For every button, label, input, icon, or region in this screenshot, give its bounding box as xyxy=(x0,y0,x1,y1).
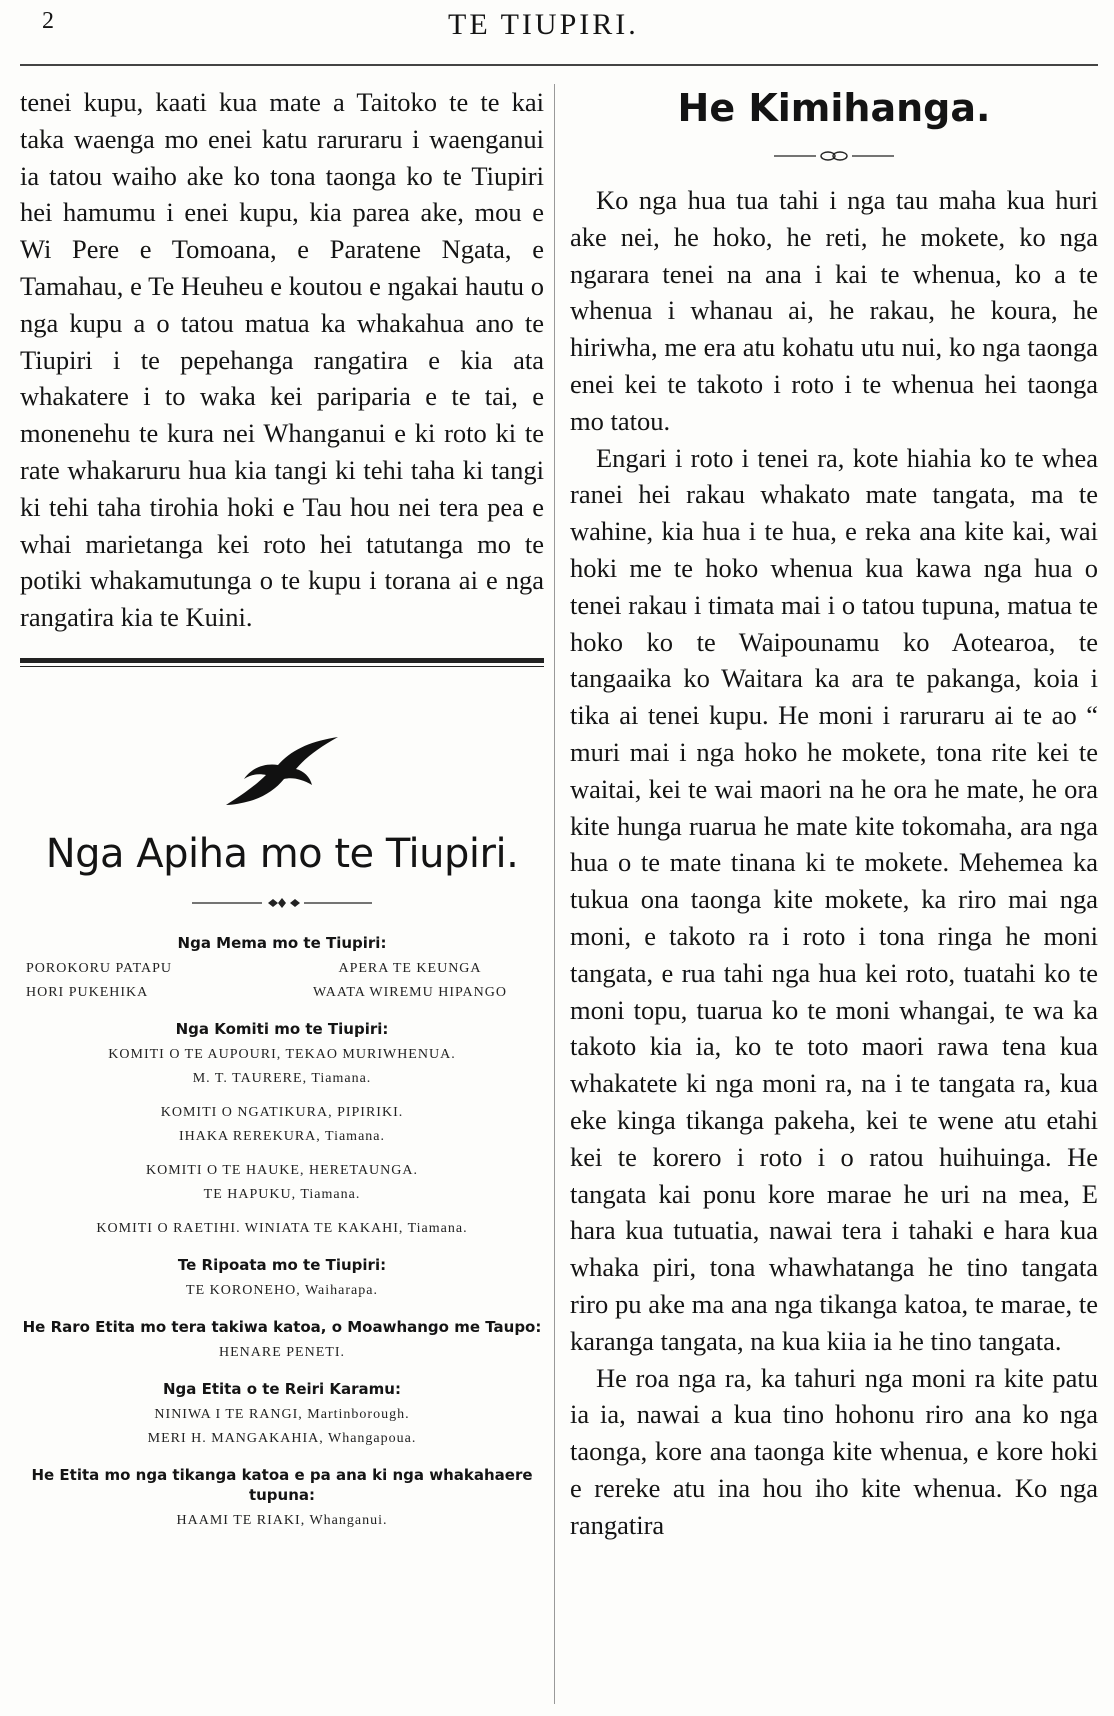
mema-name: APERA TE KEUNGA xyxy=(338,960,482,976)
mema-name: HORI PUKEHIKA xyxy=(26,984,149,1000)
left-body-text xyxy=(20,84,544,636)
left-column xyxy=(20,84,544,1533)
komiti-line: KOMITI O RAETIHI. WINIATA TE KAKAHI, Tiamana. xyxy=(96,1220,468,1236)
ornament-icon xyxy=(182,896,382,910)
header-rule xyxy=(20,64,1098,66)
mema-name: POROKORU PATAPU xyxy=(26,960,173,976)
ornament-divider xyxy=(570,138,1098,172)
swallow-icon xyxy=(20,667,544,807)
page-header xyxy=(0,6,1114,62)
ornament-icon xyxy=(764,149,904,163)
swallow-icon-graphic xyxy=(222,735,342,807)
etita-line: MERI H. MANGAKAHIA, Whangapoua. xyxy=(147,1430,417,1446)
section-rule-thick xyxy=(20,658,544,663)
ornament-divider xyxy=(20,885,544,919)
running-title: TE TIUPIRI. xyxy=(448,8,639,41)
etita-line: NINIWA I TE RANGI, Martinborough. xyxy=(154,1406,410,1422)
kimihanga-paragraph: Ko nga hua tua tahi i nga tau maha kua huri ake nei, he hoko, he reti, he mokete, ko nga ngarara tenei na ana i kai te whenua, ko a te whenua i whanau ai, he rakau, he koura, he hiriwha, me era atu kohatu utu nui, ko nga taonga enei kei te takoto i roto i te whenua hei taonga mo tatou. xyxy=(570,185,1098,436)
raro-etita-name: HENARE PENETI. xyxy=(219,1344,345,1360)
raro-etita-heading: He Raro Etita mo tera takiwa katoa, o Moawhango me Taupo: xyxy=(22,1317,542,1336)
kimihanga-paragraph: Engari i roto i tenei ra, kote hiahia ko te whea ranei hei rakau whakato mate tangata, ma te wahine, kia hua i te hua, e reka ana kite kai, wai hoki me te hoko whenua kua kawa nga hua o tenei rakau i timata mai i o tatou tupuna, matua te hoko ko te Waipounamu ko Aotearoa, te tangaaika ko Waitara ka ara te pakanga, koia i tika ai tenei kupu. He moni i raruraru ai te ao “ muri mai i nga hoko he mokete, tona rite kei te waitai, kei te wai maori na he ora he mate, he ora kite hunga ruarua he mate kite tokomaha, ara nga hua o te mate tinana ki te mokete. Mehemea ka tukua ona taonga kite mokete, ka riro mai nga moni, e takoto ra i roto i tona ringa he moni tangata, e rua tahi nga hua kei roto, tuatahi ko te moni topu, tuarua ko te moni whangai, te wa ka takoto kia ia, ko te toto maori rawa tena kua whakatete ki nga moni ra, na i te tangata ra, kua eke kinga tikanga pakeha, kei te wene atu etahi kei te korero i roto i o ratou huihuinga. He tangata kai ponu kore marae he uri na mea, E hara kua tutuatia, nawai tera i tahaki e hara kua whaka piri, tona whawhatanga he tino tangata riro pu ake ma ana nga tikanga katoa, te marae, te karanga tangata, na kua kiia ia he tino tangata. xyxy=(570,442,1098,1356)
komiti-line: KOMITI O NGATIKURA, PIPIRIKI. xyxy=(160,1104,404,1120)
column-divider xyxy=(554,84,555,1704)
kimihanga-title: He Kimihanga. xyxy=(677,86,991,130)
komiti-heading: Nga Komiti mo te Tiupiri: xyxy=(175,1019,389,1038)
etita-heading: Nga Etita o te Reiri Karamu: xyxy=(162,1379,401,1398)
right-column xyxy=(570,84,1098,1543)
komiti-line: TE HAPUKU, Tiamana. xyxy=(203,1186,361,1202)
mema-names xyxy=(20,957,544,1005)
komiti-line: KOMITI O TE AUPOURI, TEKAO MURIWHENUA. xyxy=(108,1046,456,1062)
apiha-title: Nga Apiha mo te Tiupiri. xyxy=(45,830,519,877)
tikanga-etita-name: HAAMI TE RIAKI, Whanganui. xyxy=(176,1512,388,1528)
page-number: 2 xyxy=(42,8,54,34)
kimihanga-paragraph: He roa nga ra, ka tahuri nga moni ra kite patu ia ia, nawai a kua tino hohonu riro ana ko nga taonga, kore ana taonga kite whenua, e kore hoki e rereke atu ina hou iho kite whenua. Ko nga rangatira xyxy=(570,1362,1098,1540)
left-paragraph: tenei kupu, kaati kua mate a Taitoko te te kai taka waenga mo enei katu raruraru i waenganui ia tatou waiho ake ko tona taonga ko te Tiupiri hei hamumu i enei kupu, kia parea ake, mou e Wi Pere e Tomoana, e Paratene Ngata, e Tamahau, e Te Heuheu e koutou e ngakai hautu o nga kupu a o tatou matua ka whakahua ano te Tiupiri i te pepehanga rangatira e kia ata whakatere i to waka kei pariparia e te tai, e monenehu te kura nei Whanganui e ki roto ki te rate whakaruru hua kia tangi ki tehi taha ki tangi ki tehi taha tirohia hoki e Tau hou nei tera pea e whai marietanga kei roto hei tatutanga mo te potiki whakamutunga o te kupu i torana ai e nga rangatira kia te Kuini. xyxy=(20,87,544,633)
komiti-line: IHAKA REREKURA, Tiamana. xyxy=(178,1128,385,1144)
ripoata-heading: Te Ripoata mo te Tiupiri: xyxy=(177,1255,387,1274)
right-body-text xyxy=(570,182,1098,1543)
mema-heading: Nga Mema mo te Tiupiri: xyxy=(177,933,387,952)
mema-name: WAATA WIREMU HIPANGO xyxy=(313,984,507,1000)
ripoata-name: TE KORONEHO, Waiharapa. xyxy=(186,1282,378,1298)
komiti-line: KOMITI O TE HAUKE, HERETAUNGA. xyxy=(145,1162,419,1178)
tikanga-etita-heading: He Etita mo nga tikanga katoa e pa ana ki nga whakahaere tupuna: xyxy=(31,1465,533,1504)
komiti-line: M. T. TAURERE, Tiamana. xyxy=(192,1070,372,1086)
